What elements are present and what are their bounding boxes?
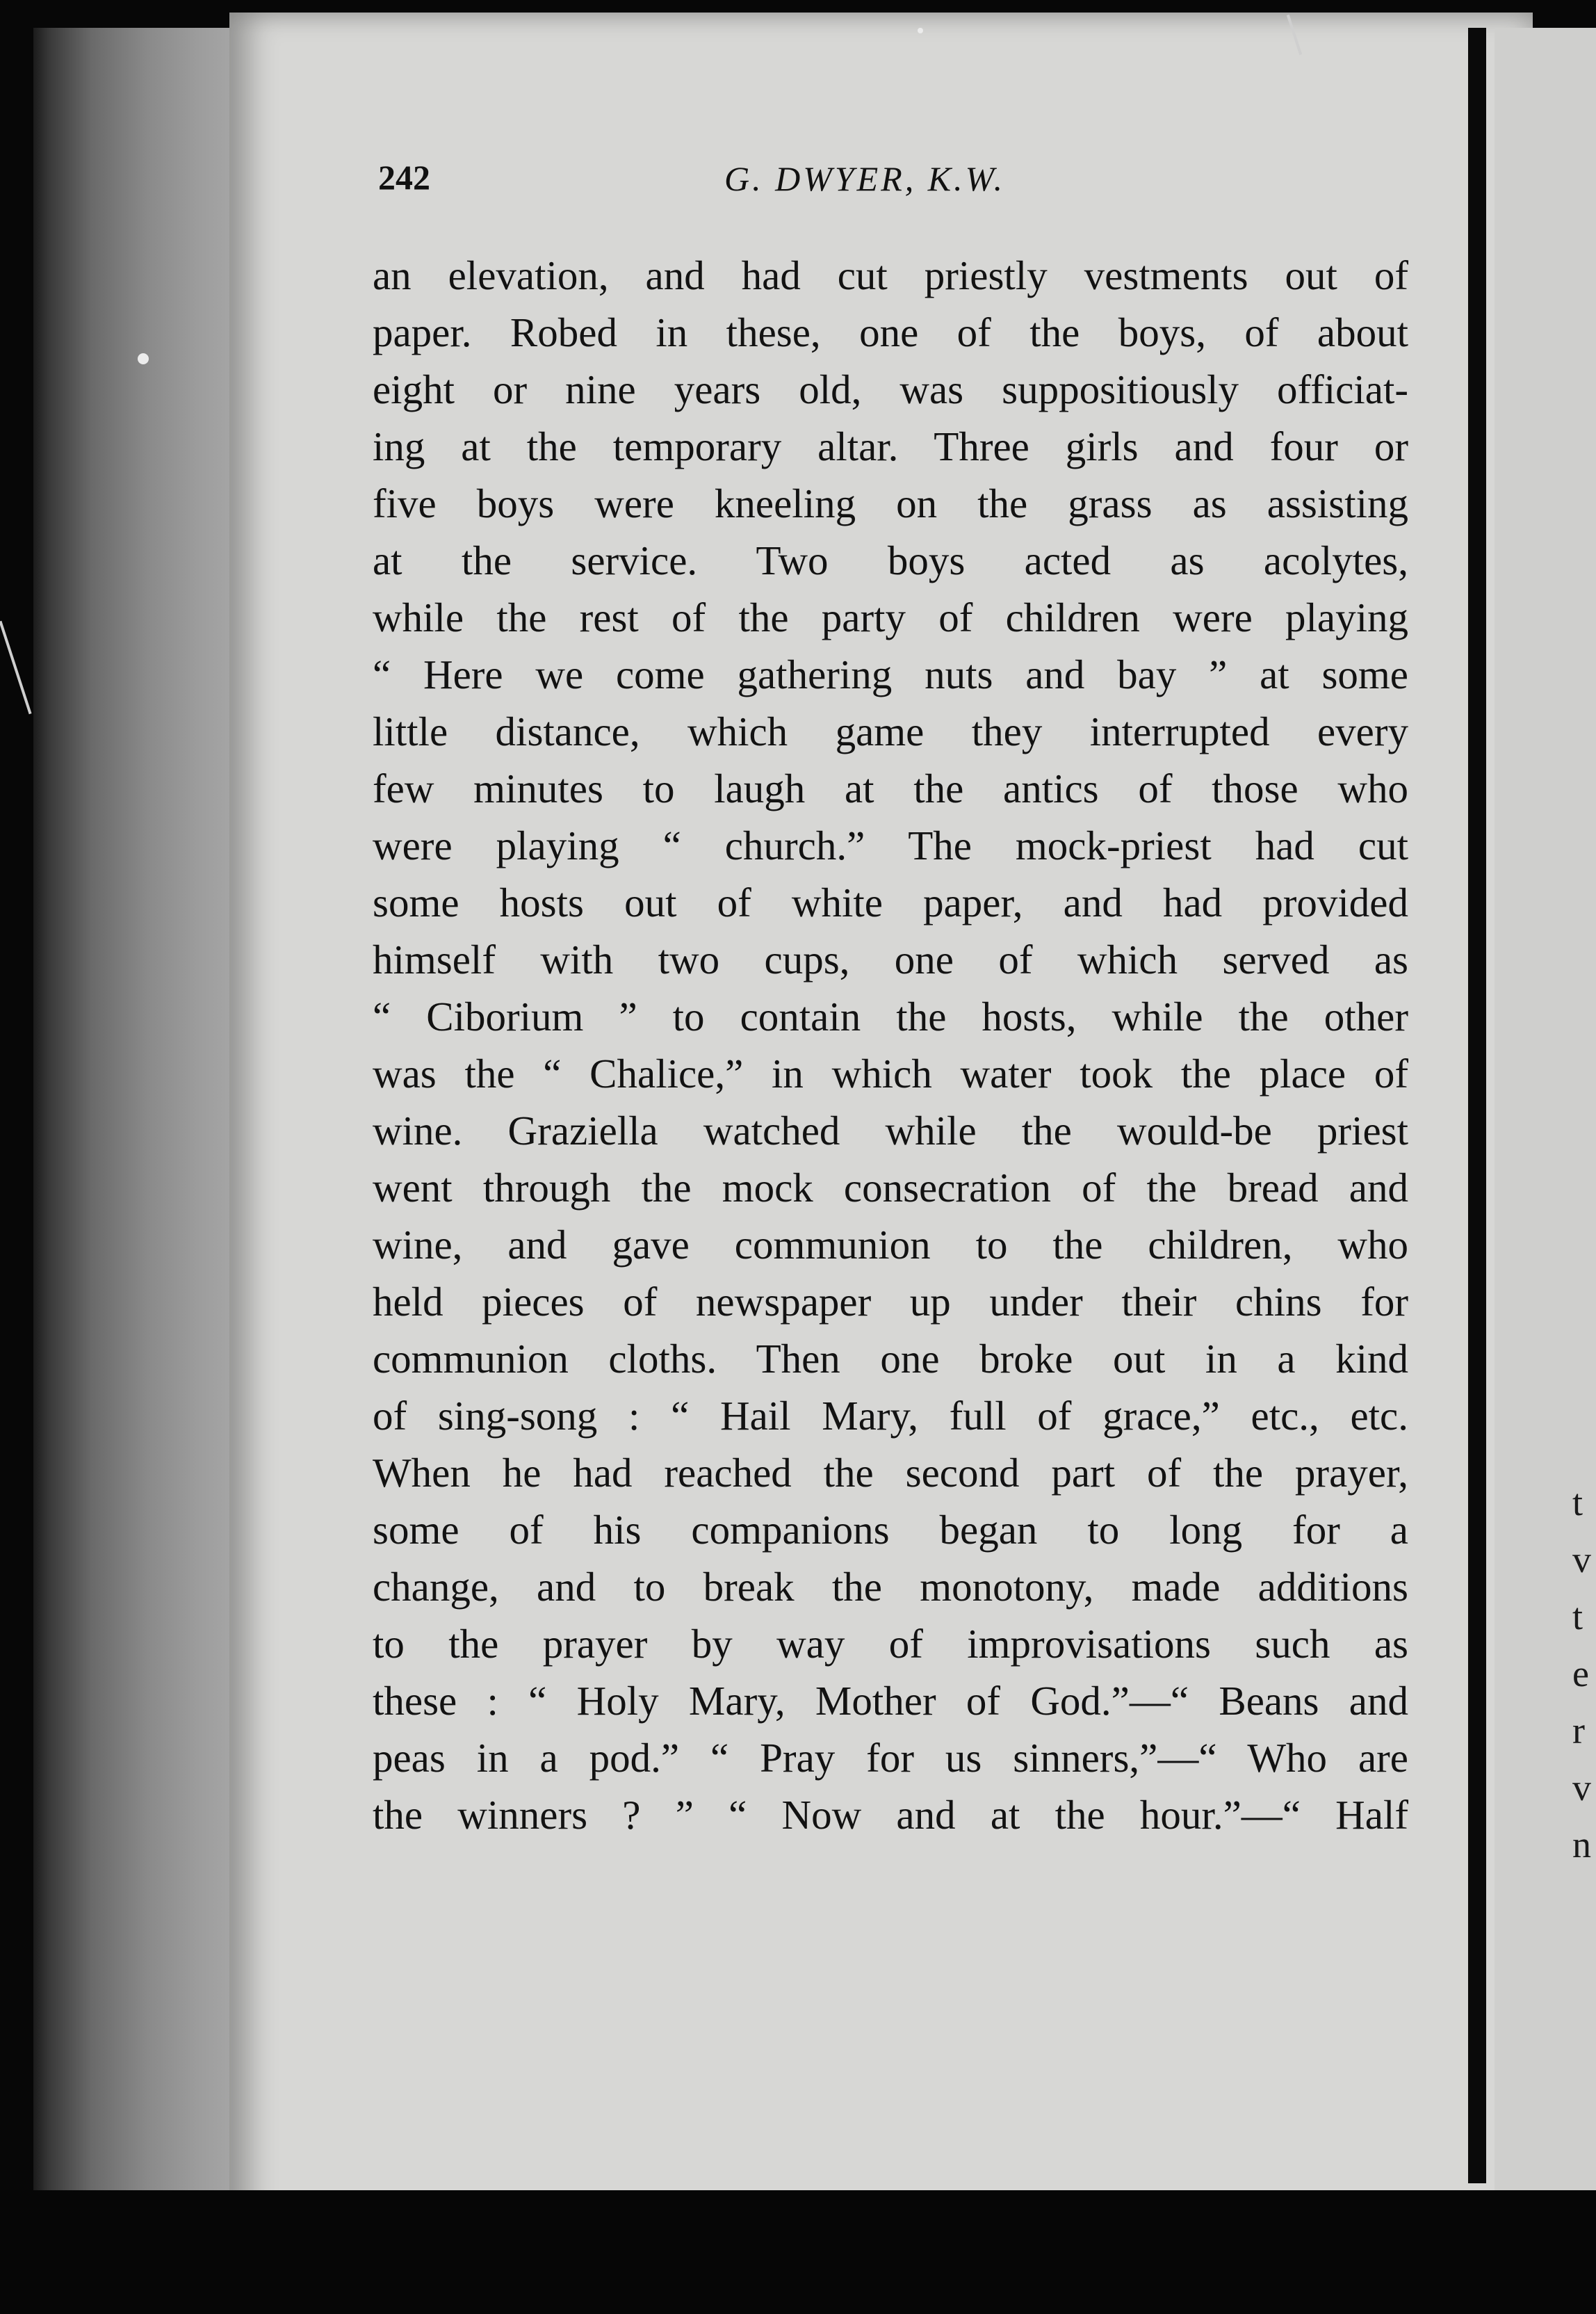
text-line: was the “ Chalice,” in which water took the place of — [373, 1051, 1408, 1097]
text-line: an elevation, and had cut priestly vestments out of — [373, 252, 1408, 298]
facing-fragment: t — [1572, 1596, 1583, 1637]
text-line: communion cloths. Then one broke out in a kind — [373, 1336, 1408, 1382]
scan-bottom-margin — [0, 2190, 1596, 2314]
text-line: these : “ Holy Mary, Mother of God.”—“ Beans and — [373, 1678, 1408, 1724]
text-line: himself with two cups, one of which served as — [373, 937, 1408, 982]
scan-speck — [918, 28, 923, 33]
text-line: went through the mock consecration of the bread and — [373, 1165, 1408, 1211]
text-line: “ Here we come gathering nuts and bay ” at some — [373, 652, 1408, 697]
page-number: 242 — [378, 158, 430, 197]
text-line: held pieces of newspaper up under their chins for — [373, 1279, 1408, 1325]
text-line: of sing-song : “ Hail Mary, full of grace,” etc., etc. — [373, 1393, 1408, 1439]
text-line: to the prayer by way of improvisations such as — [373, 1621, 1408, 1667]
text-line: change, and to break the monotony, made additions — [373, 1564, 1408, 1610]
text-line: some of his companions began to long for a — [373, 1507, 1408, 1553]
scan-scratch — [0, 621, 32, 714]
text-line: ing at the temporary altar. Three girls and four or — [373, 423, 1408, 469]
text-line: few minutes to laugh at the antics of those who — [373, 766, 1408, 811]
text-line: while the rest of the party of children were playing — [373, 594, 1408, 640]
text-line: peas in a pod.” “ Pray for us sinners,”—“ Who are — [373, 1735, 1408, 1781]
text-line: five boys were kneeling on the grass as assisting — [373, 480, 1408, 526]
scan-speck — [138, 353, 149, 364]
facing-fragment: r — [1572, 1710, 1585, 1751]
text-line: wine, and gave communion to the children, who — [373, 1222, 1408, 1268]
running-header — [378, 157, 1407, 213]
facing-fragment: n — [1572, 1824, 1591, 1866]
text-line: at the service. Two boys acted as acolytes, — [373, 537, 1408, 583]
text-line: eight or nine years old, was suppositiously officiat- — [373, 366, 1408, 412]
text-line: paper. Robed in these, one of the boys, of about — [373, 309, 1408, 355]
body-text — [373, 247, 1408, 1843]
facing-fragment: t — [1572, 1482, 1583, 1523]
facing-page-text-fragments — [1572, 1474, 1596, 1873]
text-line: wine. Graziella watched while the would-be priest — [373, 1108, 1408, 1154]
facing-fragment: v — [1572, 1767, 1591, 1809]
text-line: were playing “ church.” The mock-priest had cut — [373, 823, 1408, 868]
facing-fragment: e — [1572, 1653, 1589, 1694]
gutter-shadow — [1468, 28, 1486, 2183]
facing-fragment: v — [1572, 1539, 1591, 1580]
facing-page-edge — [1495, 28, 1596, 2225]
text-line: “ Ciborium ” to contain the hosts, while the other — [373, 994, 1408, 1039]
text-line: the winners ? ” “ Now and at the hour.”—“ Half — [373, 1792, 1408, 1838]
text-line: some hosts out of white paper, and had provided — [373, 880, 1408, 925]
text-line: When he had reached the second part of the prayer, — [373, 1450, 1408, 1496]
running-head-title: G. DWYER, K.W. — [724, 159, 1006, 198]
text-line: little distance, which game they interrupted every — [373, 709, 1408, 754]
